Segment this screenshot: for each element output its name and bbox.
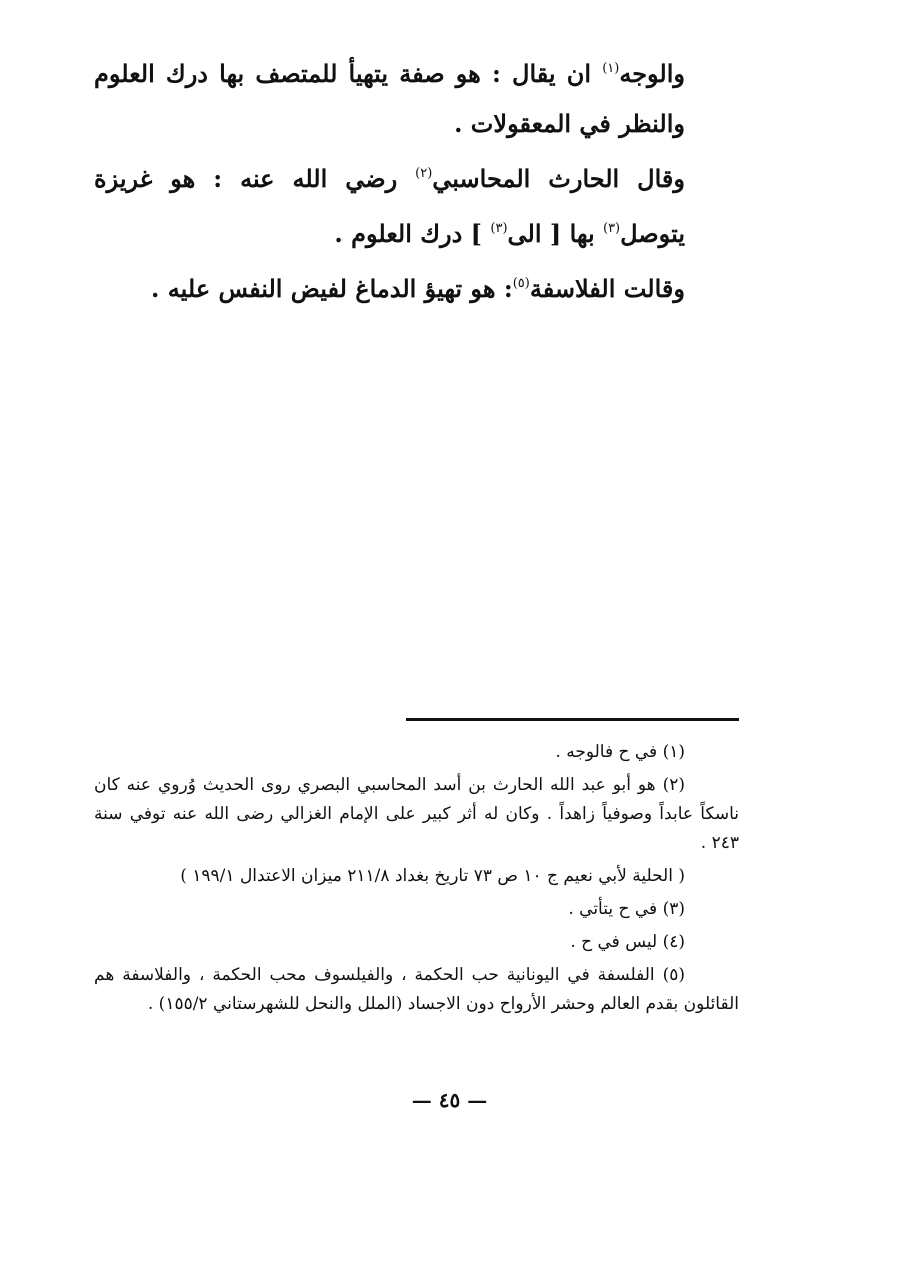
- paragraph-2-tail1: بها [ الى: [507, 219, 603, 248]
- paragraph-1: [94, 44, 739, 149]
- footnotes: [94, 738, 739, 1023]
- footnote-ref-3a[interactable]: (٣): [602, 221, 621, 236]
- footnote-2-text: (٢) هو أبو عبد الله الحارث بن أسد المحاسبي البصري روى الحديث وُروي عنه كان ناسكاً عابداً وصوفياً زاهداً . وكان له أثر كبير على الإمام الغزالي رضى الله عنه توفي سنة ٢٤٣ .: [94, 775, 739, 853]
- footnote-2-source-text: ( الحلية لأبي نعيم ج ١٠ ص ٧٣ تاريخ بغداد ٢١١/٨ ميزان الاعتدال ١٩٩/١ ): [180, 866, 685, 886]
- paragraph-3: [94, 259, 739, 314]
- footnote-1-text: (١) في ح فالوجه .: [555, 742, 685, 762]
- footnote-1: [94, 738, 739, 767]
- paragraph-2-tail2: ] درك العلوم .: [334, 219, 491, 248]
- footnote-5: [94, 961, 739, 1019]
- paragraph-2-lead: وقال الحارث المحاسبي: [432, 164, 685, 193]
- paragraph-1-text: ان يقال : هو صفة يتهيأ للمتصف بها درك العلوم والنظر في المعقولات .: [94, 59, 685, 138]
- footnote-5-text: (٥) الفلسفة في اليونانية حب الحكمة ، والفيلسوف محب الحكمة ، والفلاسفة هم القائلون بقدم العالم وحشر الأرواح دون الاجساد (الملل والنحل للشهرستاني ١٥٥/٢) .: [94, 965, 739, 1014]
- main-text: [94, 44, 739, 314]
- footnote-separator: [406, 718, 739, 721]
- footnote-2-source: [94, 862, 739, 891]
- footnote-ref-5[interactable]: (٥): [512, 276, 530, 291]
- footnote-4-text: (٤) ليس في ح .: [570, 932, 685, 952]
- footnote-3-text: (٣) في ح يتأتي .: [568, 899, 685, 919]
- term-wajh: والوجه: [619, 59, 685, 88]
- footnote-ref-3b[interactable]: (٣): [490, 221, 508, 236]
- paragraph-2-mid: رضي الله عنه : هو غريزة يتوصل: [94, 164, 685, 248]
- footnote-ref-2[interactable]: (٢): [415, 166, 433, 181]
- footnote-4: [94, 928, 739, 957]
- paragraph-3-lead: وقالت الفلاسفة: [529, 274, 685, 303]
- footnote-ref-1[interactable]: (١): [602, 61, 620, 76]
- paragraph-3-text: : هو تهيؤ الدماغ لفيض النفس عليه .: [151, 274, 513, 303]
- footnote-3: [94, 895, 739, 924]
- page-number: — ٤٥ —: [411, 1088, 488, 1112]
- footnote-2: [94, 771, 739, 858]
- paragraph-2: [94, 149, 739, 259]
